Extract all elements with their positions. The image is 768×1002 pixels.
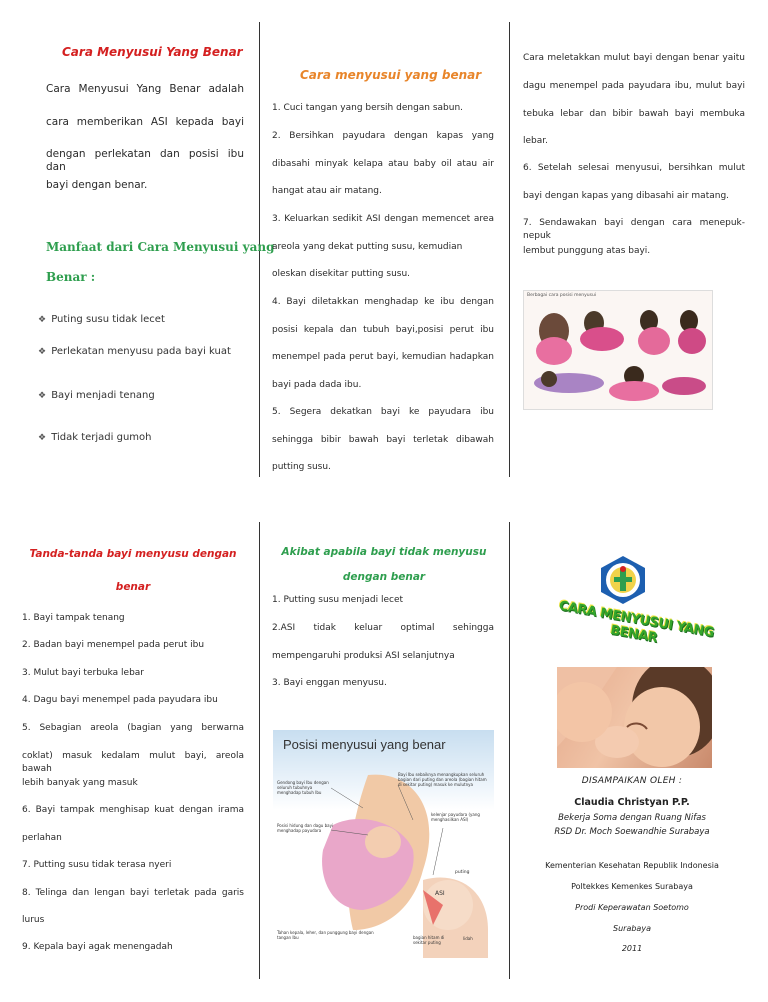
benefit-item (38, 390, 155, 401)
panel2-line: 3. Keluarkan sedikit ASI dengan memencet area (272, 214, 494, 224)
panel2-line: 2. Bersihkan payudara dengan kapas yang (272, 131, 494, 141)
note-tongue: lidah (463, 936, 473, 941)
panel2-line: menempel pada perut bayi, kemudian hadapkan (272, 352, 494, 362)
panel3-line: dagu menempel pada payudara ibu, mulut bayi (523, 81, 745, 91)
note-hold-baby: Gendong bayi Ibu dengan seluruh tubuhnya menghadap tubuh Ibu (277, 780, 329, 795)
panel3-line: lembut punggung atas bayi. (523, 246, 651, 256)
year: 2011 (621, 944, 643, 953)
panel4-line: 6. Bayi tampak menghisap kuat dengan irama (22, 805, 244, 815)
city: Surabaya (613, 924, 651, 933)
panel3-line: 7. Sendawakan bayi dengan cara menepuk-nepuk (523, 218, 745, 241)
panel4-line: coklat) masuk kedalam mulut bayi, areola bawah (22, 751, 244, 774)
baby-photo-art (557, 667, 712, 768)
poltekkes-logo (598, 555, 648, 605)
panel5-title-2: dengan benar (342, 571, 426, 583)
org-poltekkes: Poltekkes Kemenkes Surabaya (571, 882, 693, 891)
panel5-line: 3. Bayi enggan menyusu. (272, 678, 387, 688)
note-areola-dark: bagian hitam di sekitar puting (413, 935, 445, 945)
panel4-line: 3. Mulut bayi terbuka lebar (22, 668, 145, 678)
benefit-text: Puting susu tidak lecet (51, 314, 165, 325)
panel4-line: perlahan (22, 833, 62, 843)
panel2-title: Cara menyusui yang benar (300, 68, 482, 82)
panel1-benefit-title-2: Benar : (46, 270, 96, 284)
panel2-line: putting susu. (272, 462, 331, 472)
panel3-line: tebuka lebar dan bibir bawah bayi membuka (523, 109, 745, 119)
panel1-intro-line: dengan perlekatan dan posisi ibu dan (46, 148, 244, 173)
author-work-2: RSD Dr. Moch Soewandhie Surabaya (554, 827, 710, 837)
org-prodi: Prodi Keperawatan Soetomo (575, 903, 689, 912)
note-support: Tahan kepala, leher, dan punggung bayi dengan tangan Ibu (277, 930, 374, 940)
panel3-line: bayi dengan kapas yang dibasahi air matang. (523, 191, 730, 201)
benefit-item (38, 432, 152, 443)
panel4-line: lebih banyak yang masuk (22, 778, 138, 788)
note-gland: kelenjar payudara (yang menghasilkan ASI) (431, 812, 480, 822)
panel4-line: 1. Bayi tampak tenang (22, 613, 125, 623)
panel2-line: 5. Segera dekatkan bayi ke payudara ibu (272, 407, 494, 417)
panel1-intro-line: bayi dengan benar. (46, 179, 148, 191)
benefit-item (38, 346, 231, 357)
positions-illustration (524, 291, 712, 409)
diamond-bullet-icon: ❖ (38, 315, 47, 325)
cover-title (540, 600, 730, 650)
panel4-line: lurus (22, 915, 45, 925)
panel2-line: bayi pada dada ibu. (272, 380, 362, 390)
note-areola: Bayi Ibu sebaiknya menangkupkan seluruh bagian dari puting dan areola (bagian hitam di sekitar puting) masuk ke mulutnya (398, 772, 487, 787)
panel2-line: 4. Bayi diletakkan menghadap ke ibu dengan (272, 297, 494, 307)
breastfeeding-positions-image (523, 290, 713, 410)
presented-by: DISAMPAIKAN OLEH : (581, 776, 683, 786)
panel2-line: posisi kepala dan tubuh bayi,posisi perut ibu (272, 325, 494, 335)
panel5-line: 2.ASI tidak keluar optimal sehingga (272, 623, 494, 633)
panel1-intro-line: Cara Menyusui Yang Benar adalah (46, 83, 244, 95)
panel5-line: mempengaruhi produksi ASI selanjutnya (272, 651, 455, 661)
panel3-line: lebar. (523, 136, 549, 146)
benefit-text: Tidak terjadi gumoh (51, 432, 152, 443)
panel2-line: hangat atau air matang. (272, 186, 382, 196)
panel5-line: 1. Putting susu menjadi lecet (272, 595, 404, 605)
panel3-line: Cara meletakkan mulut bayi dengan benar yaitu (523, 53, 745, 63)
divider-top-right (509, 22, 510, 477)
panel4-line: 5. Sebagian areola (bagian yang berwarna (22, 723, 244, 733)
org-ministry: Kementerian Kesehatan Republik Indonesia (545, 861, 719, 870)
benefit-text: Perlekatan menyusu pada bayi kuat (51, 346, 231, 357)
benefit-item (38, 314, 165, 325)
panel2-line: sehingga bibir bawah bayi terletak dibawah (272, 435, 494, 445)
panel2-line: areola yang dekat putting susu, kemudian (272, 242, 463, 252)
diamond-bullet-icon: ❖ (38, 433, 47, 443)
panel4-line: 2. Badan bayi menempel pada perut ibu (22, 640, 205, 650)
panel1-benefit-title: Manfaat dari Cara Menyusui yang (46, 240, 275, 254)
author-work-1: Bekerja Soma dengan Ruang Nifas (558, 813, 706, 823)
panel2-line: dibasahi minyak kelapa atau baby oil atau air (272, 159, 494, 169)
panel4-line: 8. Telinga dan lengan bayi terletak pada garis (22, 888, 244, 898)
author-name: Claudia Christyan P.P. (574, 797, 690, 808)
note-nipple: puting (455, 870, 470, 875)
panel4-line: 9. Kepala bayi agak menengadah (22, 942, 173, 952)
baby-feeding-photo (557, 667, 712, 768)
panel4-title-2: benar (115, 581, 151, 593)
breastfeeding-illustration (273, 730, 494, 958)
note-milk: ASI (435, 890, 445, 897)
panel3-line: 6. Setelah selesai menyusui, bersihkan mulut (523, 163, 745, 173)
panel2-line: 1. Cuci tangan yang bersih dengan sabun. (272, 103, 464, 113)
divider-bottom-left (259, 522, 260, 979)
diamond-bullet-icon: ❖ (38, 347, 47, 357)
panel5-title: Akibat apabila bayi tidak menyusu (281, 546, 487, 558)
divider-bottom-right (509, 522, 510, 979)
panel1-title: Cara Menyusui Yang Benar (62, 45, 243, 59)
panel4-line: 7. Putting susu tidak terasa nyeri (22, 860, 172, 870)
note-nose-chin: Posisi hidung dan dagu bayi menghadap payudara (277, 823, 334, 833)
panel2-line: oleskan disekitar putting susu. (272, 269, 411, 279)
image-title: Posisi menyusui yang benar (283, 737, 446, 752)
panel1-intro-line: cara memberikan ASI kepada bayi (46, 116, 244, 128)
image-caption: Berbagai cara posisi menyusui (527, 293, 597, 298)
panel4-line: 4. Dagu bayi menempel pada payudara ibu (22, 695, 218, 705)
institution-emblem-icon (598, 555, 648, 605)
diamond-bullet-icon: ❖ (38, 391, 47, 401)
benefit-text: Bayi menjadi tenang (51, 390, 155, 401)
correct-position-image (273, 730, 494, 958)
cover-title-text: CARA MENYUSUI YANG BENAR (557, 598, 715, 646)
panel4-title: Tanda-tanda bayi menyusu dengan (29, 548, 237, 560)
